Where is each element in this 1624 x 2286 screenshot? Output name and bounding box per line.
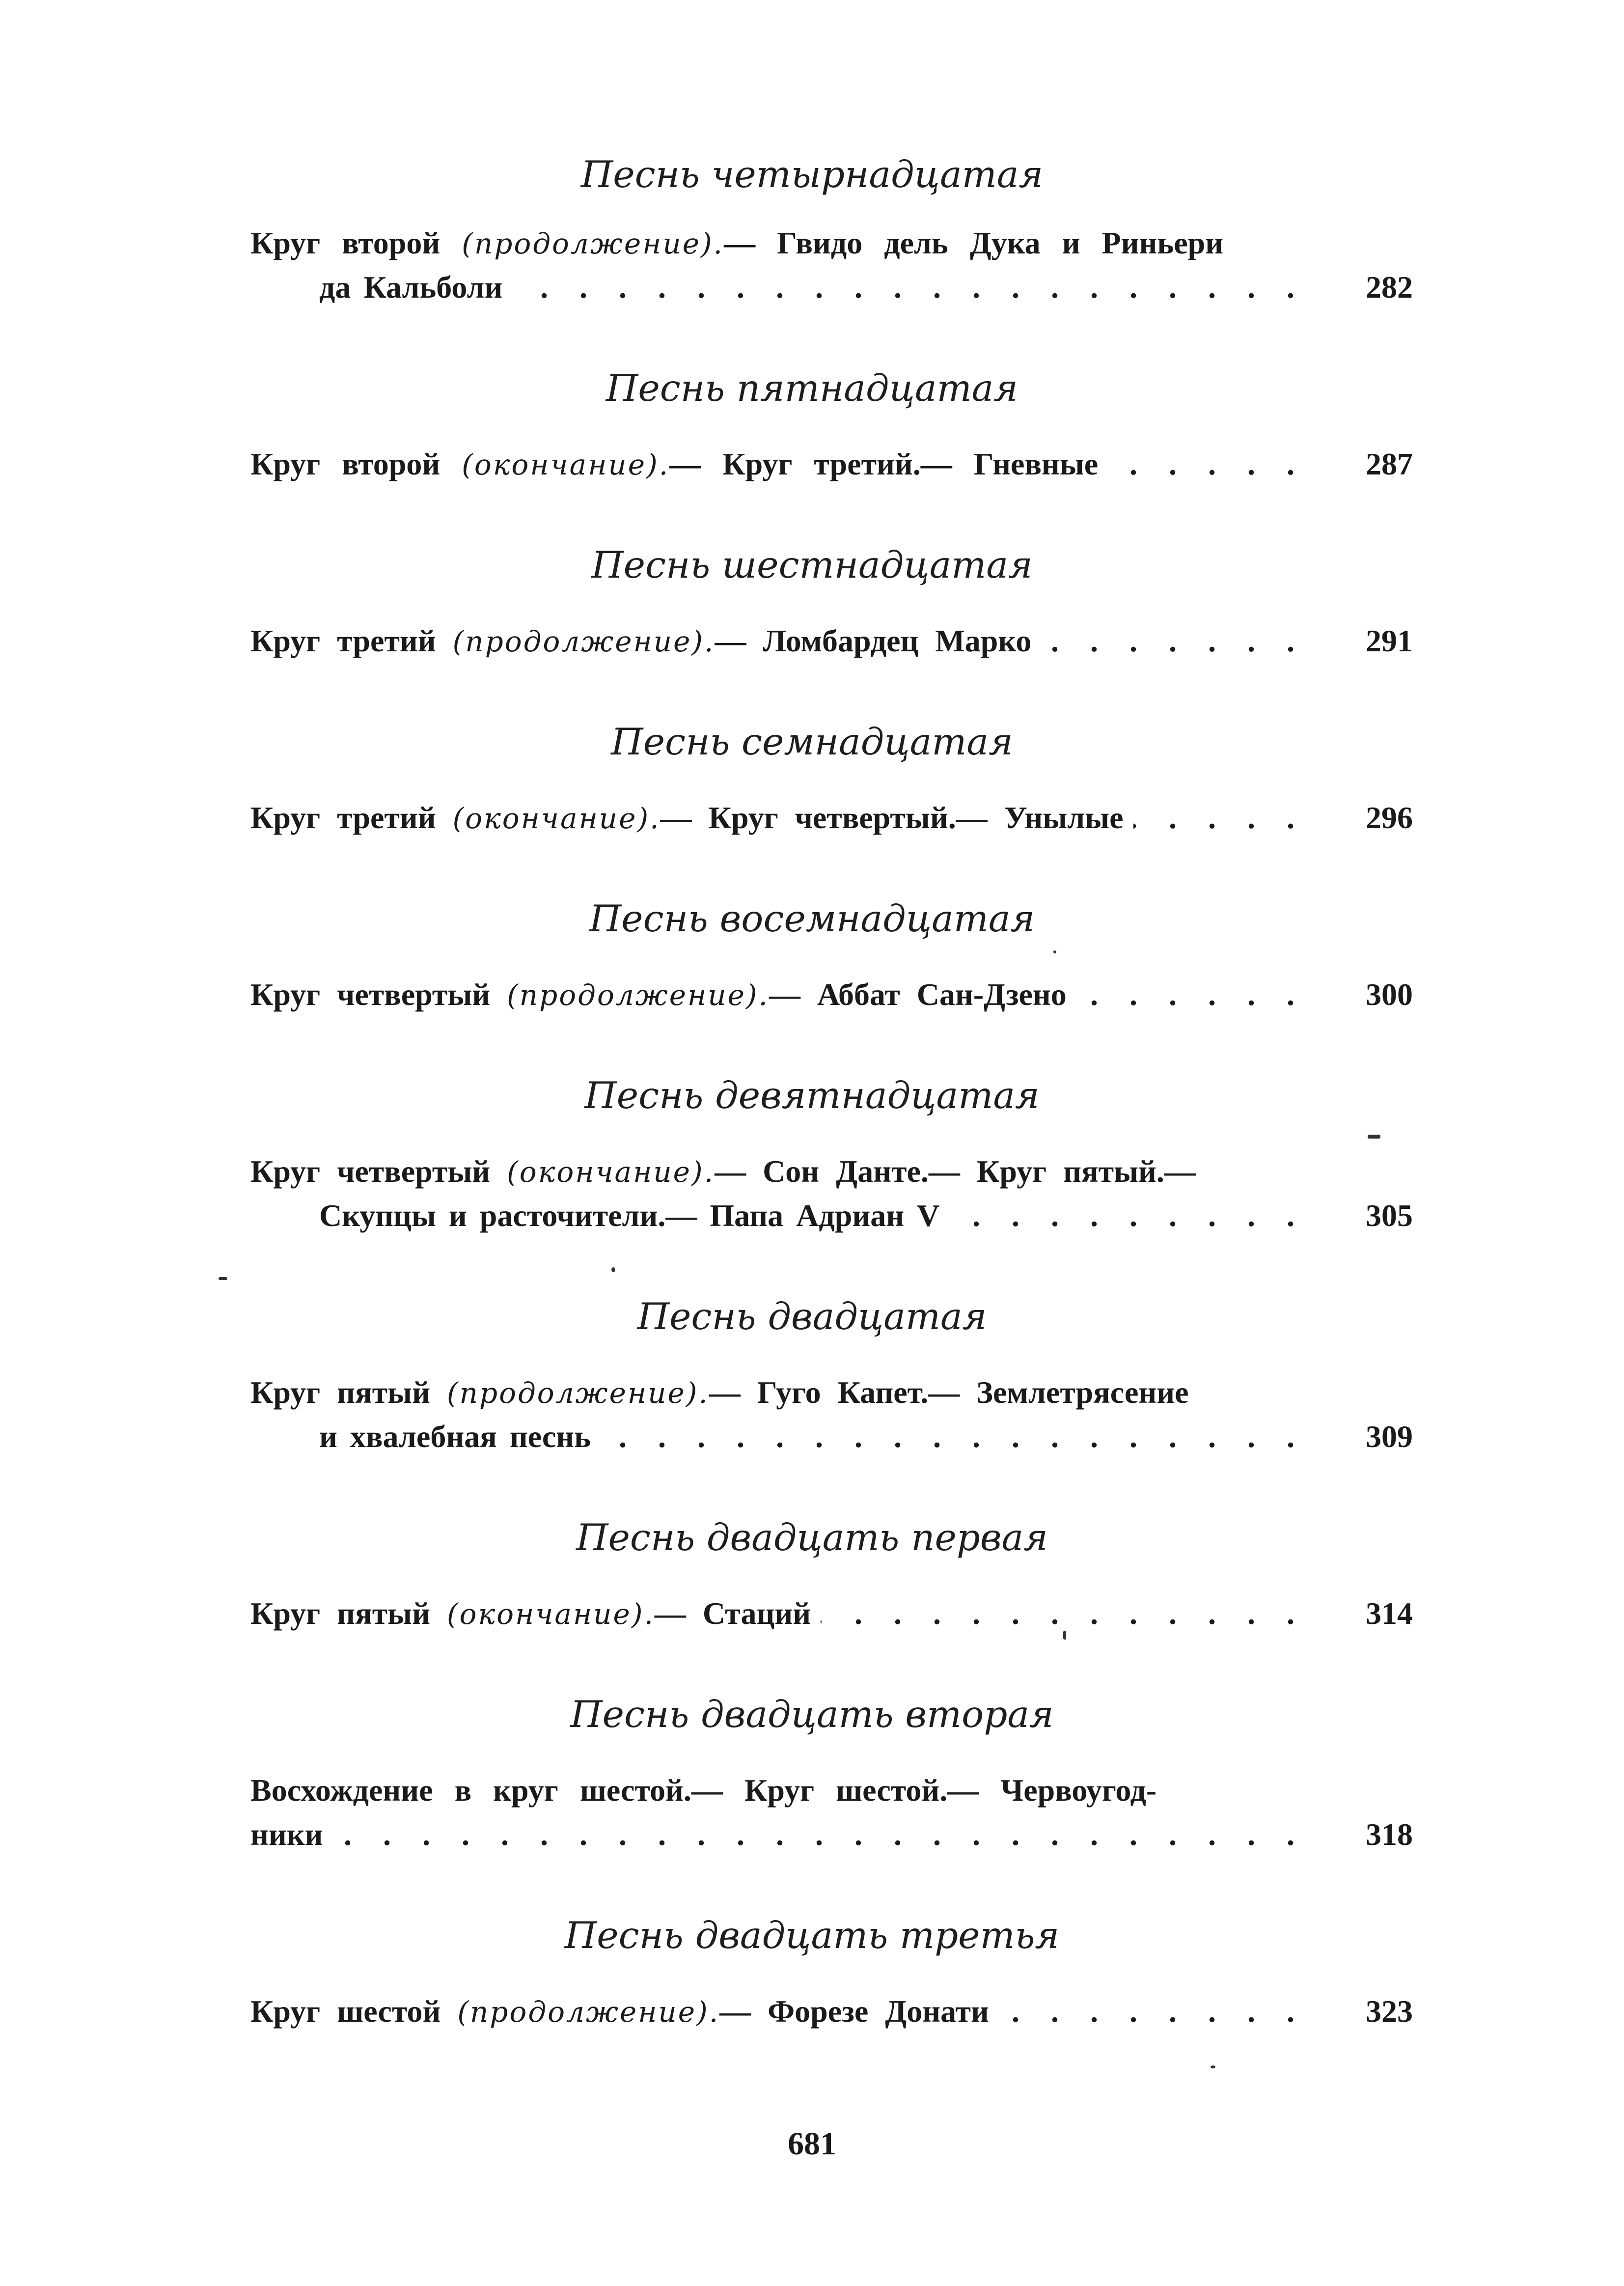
- leader-dots: [512, 268, 1306, 307]
- canto-heading: Песнь двадцать первая: [576, 1516, 1048, 1559]
- leader-dots: [821, 1594, 1306, 1633]
- leader-dots: [1076, 975, 1306, 1014]
- canto-heading: Песнь восемнадцатая: [589, 897, 1035, 940]
- leader-dots: [1108, 445, 1306, 484]
- entry-text: да Кальболи: [319, 270, 503, 305]
- toc-entry-line: [319, 268, 1306, 307]
- entry-text-rest: — Ломбардец Марко: [715, 623, 1032, 658]
- toc-entry-line: [250, 621, 1306, 661]
- leader-dots: [333, 1815, 1307, 1854]
- entry-text: Круг второй: [250, 446, 462, 481]
- entry-text: Круг шестой: [250, 1994, 458, 2029]
- entry-text: Круг пятый: [250, 1596, 447, 1631]
- entry-italic: (продолжение).: [457, 1995, 720, 2029]
- page-number: 318: [1366, 1817, 1413, 1852]
- entry-italic: (окончание).: [507, 1155, 715, 1189]
- toc-entry-line: [250, 1815, 1306, 1854]
- page-number: 314: [1366, 1596, 1413, 1631]
- page-number: 296: [1366, 800, 1413, 835]
- entry-text: Круг четвертый: [250, 1154, 507, 1189]
- entry-text-rest: — Сон Данте.— Круг пятый.—: [715, 1154, 1196, 1189]
- entry-text-rest: — Форезе Донати: [719, 1994, 989, 2029]
- entry-text: Круг третий: [250, 623, 453, 658]
- toc-entry-line: [319, 1196, 1306, 1235]
- entry-text-rest: — Аббат Сан-Дзено: [769, 977, 1067, 1012]
- canto-heading: Песнь двадцатая: [637, 1295, 987, 1338]
- scan-speck: [1063, 1631, 1066, 1640]
- entry-text-rest: — Круг четвертый.— Унылые: [660, 800, 1124, 835]
- toc-entry-line: [319, 1417, 1306, 1456]
- folio-page-number: 681: [788, 2126, 836, 2162]
- toc-entry-line: [250, 223, 1306, 263]
- scan-speck: [1368, 1135, 1380, 1139]
- scan-speck: [611, 1267, 615, 1272]
- toc-entry-line: [250, 798, 1306, 837]
- leader-dots: [1133, 798, 1306, 837]
- canto-heading: Песнь четырнадцатая: [580, 153, 1044, 196]
- canto-heading: Песнь пятнадцатая: [606, 366, 1018, 410]
- page-number: 300: [1366, 977, 1413, 1012]
- entry-text-rest: — Гуго Капет.— Землетрясение: [709, 1375, 1189, 1410]
- page-number: 287: [1366, 446, 1413, 481]
- entry-text: и хвалебная песнь: [319, 1419, 591, 1454]
- entry-text-rest: — Круг третий.— Гневные: [669, 446, 1099, 481]
- entry-text-rest: — Стаций: [654, 1596, 811, 1631]
- toc-entry-line: [250, 445, 1306, 484]
- leader-dots: [999, 1992, 1306, 2031]
- entry-text: ники: [250, 1817, 323, 1852]
- canto-heading: Песнь семнадцатая: [611, 720, 1013, 763]
- entry-text: Восхождение в круг шестой.— Круг шестой.— Червоугод-: [250, 1773, 1157, 1808]
- entry-italic: (продолжение).: [507, 978, 769, 1012]
- canto-heading: Песнь двадцать третья: [564, 1914, 1060, 1957]
- page-number: 323: [1366, 1994, 1413, 2029]
- toc-entry-line: [250, 1594, 1306, 1633]
- entry-text-rest: — Гвидо дель Дука и Риньери: [724, 225, 1224, 260]
- scan-speck: [1211, 2065, 1215, 2068]
- entry-text: Круг второй: [250, 225, 462, 260]
- entry-text: Круг пятый: [250, 1375, 447, 1410]
- toc-entry-line: [250, 975, 1306, 1014]
- leader-dots: [601, 1417, 1306, 1456]
- leader-dots: [949, 1196, 1306, 1235]
- canto-heading: Песнь двадцать вторая: [570, 1693, 1054, 1736]
- entry-italic: (продолжение).: [447, 1376, 709, 1410]
- page-number: 282: [1366, 270, 1413, 305]
- entry-italic: (продолжение).: [452, 625, 715, 658]
- entry-italic: (окончание).: [447, 1597, 655, 1631]
- entry-text: Круг четвертый: [250, 977, 507, 1012]
- toc-entry-line: [250, 1992, 1306, 2031]
- entry-italic: (продолжение).: [462, 227, 724, 260]
- page-number: 291: [1366, 623, 1413, 658]
- toc-entry-line: [250, 1373, 1306, 1412]
- entry-text: Скупцы и расточители.— Папа Адриан V: [319, 1198, 940, 1233]
- scan-speck: [219, 1277, 227, 1280]
- canto-heading: Песнь девятнадцатая: [584, 1074, 1040, 1117]
- entry-text: Круг третий: [250, 800, 453, 835]
- toc-entry-line: [250, 1152, 1306, 1191]
- page-number: 309: [1366, 1419, 1413, 1454]
- leader-dots: [1041, 621, 1306, 661]
- page-number: 305: [1366, 1198, 1413, 1233]
- entry-italic: (окончание).: [462, 448, 670, 481]
- scan-speck: [1053, 950, 1056, 953]
- entry-italic: (окончание).: [452, 802, 661, 835]
- toc-entry-line: [250, 1771, 1306, 1810]
- canto-heading: Песнь шестнадцатая: [591, 543, 1033, 586]
